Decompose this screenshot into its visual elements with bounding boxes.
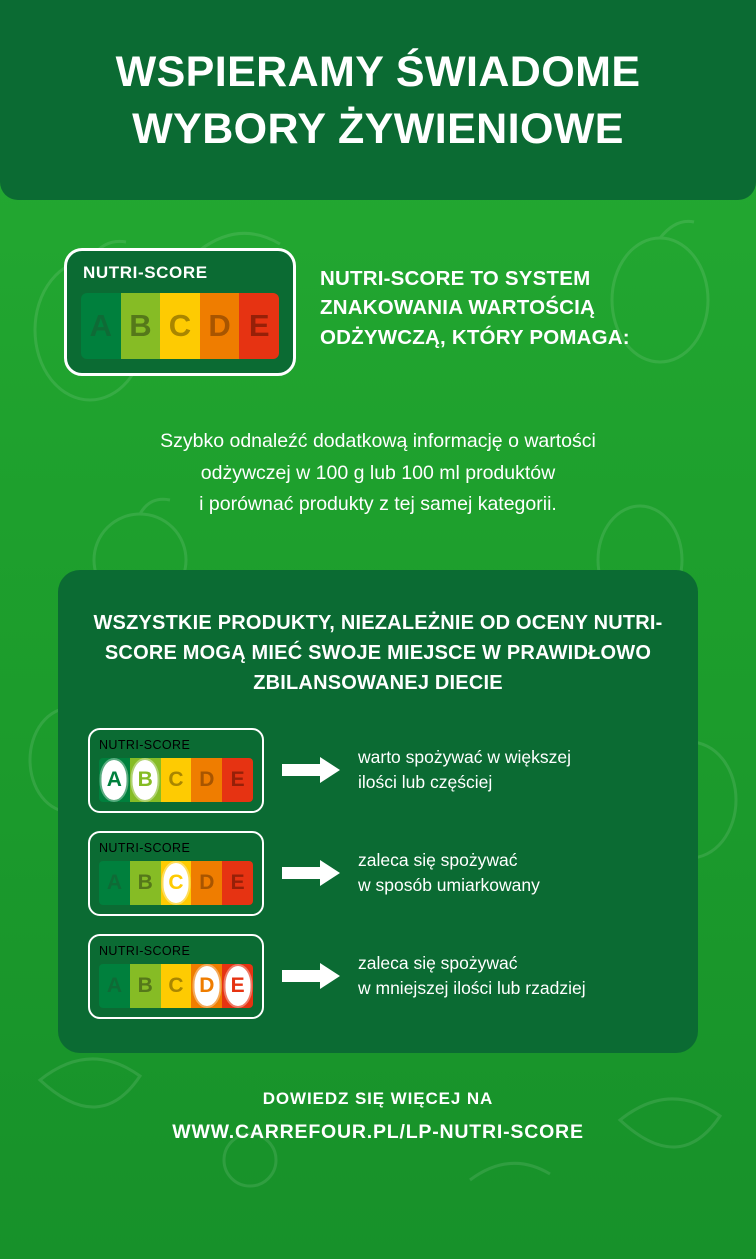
paragraph-line-2: odżywczej w 100 g lub 100 ml produktów [200, 461, 556, 484]
footer-line-1: DOWIEDZ SIĘ WIĘCEJ NA [262, 1088, 494, 1108]
recommendation-text-1-line-2: ilości lub częściej [358, 772, 493, 793]
grade-cell-b [130, 861, 161, 905]
recommendation-text-3-line-2: w mniejszej ilości lub rzadziej [358, 978, 586, 999]
grade-letter-d: D [199, 973, 215, 997]
grade-cell-d [191, 964, 222, 1008]
nutriscore-badge-row-2-title: NUTRI-SCORE [99, 840, 191, 855]
recommendation-text-1 [358, 745, 571, 796]
grade-letter-e: E [230, 973, 245, 997]
header-banner [0, 0, 756, 200]
grade-letter-a: A [89, 308, 112, 344]
nutriscore-badge-main-title: NUTRI-SCORE [83, 263, 208, 283]
intro-section [0, 200, 756, 376]
grade-cell-b [121, 293, 161, 359]
recommendation-text-1-line-1: warto spożywać w większej [358, 747, 571, 768]
footer [0, 1053, 756, 1170]
recommendation-text-3 [358, 951, 586, 1002]
grade-letter-c: C [168, 870, 184, 894]
grade-highlight-b [133, 760, 158, 800]
grade-cell-d [191, 758, 222, 802]
grade-cell-e [222, 861, 253, 905]
grade-highlight-a [102, 760, 127, 800]
recommendation-row [88, 728, 668, 813]
paragraph-line-1: Szybko odnaleźć dodatkową informację o wartości [160, 430, 596, 453]
grade-letter-d: D [208, 308, 231, 344]
grade-highlight-c [163, 863, 188, 903]
nutriscore-scale-row-2 [99, 861, 253, 905]
recommendation-text-2-line-1: zaleca się spożywać [358, 850, 518, 871]
grade-cell-d [200, 293, 240, 359]
nutriscore-badge-row-2 [88, 831, 264, 916]
recommendation-row [88, 934, 668, 1019]
recommendation-text-3-line-1: zaleca się spożywać [358, 953, 518, 974]
grade-cell-e [239, 293, 279, 359]
grade-cell-e [222, 964, 253, 1008]
grade-letter-e: E [230, 767, 245, 791]
grade-cell-d [191, 861, 222, 905]
arrow-right-icon [282, 757, 340, 783]
grade-cell-b [130, 758, 161, 802]
recommendations-card-title: WSZYSTKIE PRODUKTY, NIEZALEŻNIE OD OCENY NUTRI-SCORE MOGĄ MIEĆ SWOJE MIEJSCE W PRAWIDŁOWO ZBILANSOWANEJ DIECIE [93, 611, 663, 694]
recommendation-text-2-line-2: w sposób umiarkowany [358, 875, 540, 896]
intro-paragraph [0, 376, 756, 520]
grade-letter-c: C [168, 767, 184, 791]
grade-cell-a [99, 964, 130, 1008]
grade-cell-a [99, 758, 130, 802]
grade-cell-c [161, 861, 192, 905]
grade-letter-b: B [137, 870, 153, 894]
arrow-right-icon [282, 963, 340, 989]
intro-heading: NUTRI-SCORE TO SYSTEM ZNAKOWANIA WARTOŚCIĄ ODŻYWCZĄ, KTÓRY POMAGA: [320, 267, 630, 349]
grade-letter-a: A [106, 973, 122, 997]
grade-letter-d: D [199, 870, 215, 894]
nutriscore-scale-row-3 [99, 964, 253, 1008]
recommendation-text-2 [358, 848, 540, 899]
nutriscore-scale-main [81, 293, 279, 359]
footer-url[interactable]: WWW.CARREFOUR.PL/LP-NUTRI-SCORE [172, 1120, 584, 1143]
nutriscore-badge-row-3-title: NUTRI-SCORE [99, 943, 191, 958]
recommendation-row [88, 831, 668, 916]
paragraph-line-3: i porównać produkty z tej samej kategorii. [199, 492, 557, 515]
nutriscore-badge-row-1-title: NUTRI-SCORE [99, 737, 191, 752]
grade-letter-e: E [230, 870, 245, 894]
arrow-right-icon [282, 860, 340, 886]
grade-cell-e [222, 758, 253, 802]
grade-highlight-e [225, 966, 250, 1006]
nutriscore-scale-row-1 [99, 758, 253, 802]
nutriscore-badge-main [64, 248, 296, 376]
grade-letter-a: A [106, 767, 122, 791]
recommendations-card [58, 570, 698, 1053]
grade-cell-b [130, 964, 161, 1008]
grade-letter-e: E [248, 308, 270, 344]
nutriscore-badge-row-3 [88, 934, 264, 1019]
grade-letter-b: B [129, 308, 152, 344]
grade-letter-c: C [168, 308, 192, 344]
grade-cell-c [161, 964, 192, 1008]
grade-cell-c [161, 758, 192, 802]
page-title: WSPIERAMY ŚWIADOME WYBORY ŻYWIENIOWE [115, 48, 641, 154]
grade-letter-c: C [168, 973, 184, 997]
grade-highlight-d [194, 966, 219, 1006]
grade-cell-a [99, 861, 130, 905]
grade-letter-a: A [106, 870, 122, 894]
nutriscore-badge-row-1 [88, 728, 264, 813]
grade-cell-c [160, 293, 200, 359]
grade-letter-b: B [137, 973, 153, 997]
grade-letter-b: B [137, 767, 153, 791]
grade-letter-d: D [199, 767, 215, 791]
grade-cell-a [81, 293, 121, 359]
